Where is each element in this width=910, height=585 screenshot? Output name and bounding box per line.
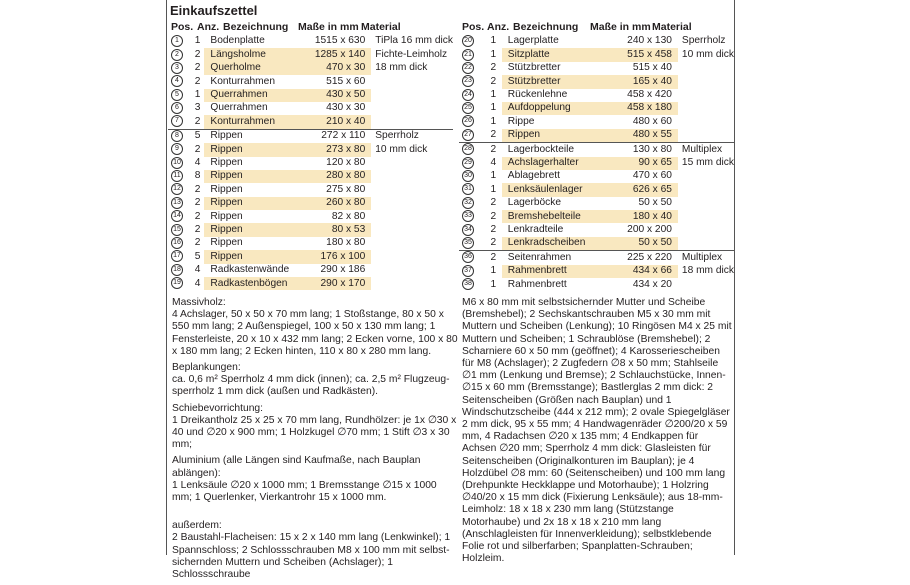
position-number-badge: 10: [171, 157, 183, 169]
col-anz: Anz.: [197, 21, 220, 33]
section-heading: außerdem:: [172, 520, 222, 532]
section-heading: Schiebevorrichtung:: [172, 402, 264, 414]
position-number-badge: 27: [462, 129, 474, 141]
bez-cell: Längsholme: [204, 48, 295, 61]
pos-cell: [168, 277, 191, 290]
masse-cell: 430 x 50: [296, 89, 371, 102]
pos-cell: [459, 75, 485, 88]
bez-cell: Lenkradteile: [507, 223, 564, 235]
material-cell: 18 mm dick: [375, 62, 428, 74]
position-number-badge: 38: [462, 278, 474, 290]
position-number-badge: 26: [462, 115, 474, 127]
position-number-badge: 13: [171, 197, 183, 209]
bez-cell: Bremshebelteile: [502, 210, 596, 223]
anz-cell: 2: [194, 210, 201, 222]
pos-cell: [168, 264, 191, 277]
pos-cell: [168, 197, 191, 210]
material-cell: [678, 75, 734, 88]
col-masse: Maße in mm: [590, 21, 651, 33]
material-cell: [678, 129, 734, 143]
anz-cell: 2: [194, 48, 201, 60]
anz-cell: 2: [485, 251, 502, 265]
bez-cell: Rippen: [204, 143, 295, 156]
position-number-badge: 12: [171, 183, 183, 195]
masse-cell: 240 x 130: [627, 35, 672, 47]
bez-cell: Rippen: [210, 210, 243, 222]
anz-cell: 1: [490, 102, 497, 114]
bez-cell: Rahmenbrett: [507, 278, 567, 290]
position-number-badge: 1: [171, 35, 183, 47]
anz-cell: 4: [194, 264, 201, 276]
anz-cell: 2: [490, 75, 497, 87]
material-cell: [371, 89, 453, 102]
material-cell: [678, 210, 734, 223]
anz-cell: 2: [194, 115, 201, 127]
page-title: Einkaufszettel: [170, 3, 258, 18]
bez-cell: Radkastenwände: [210, 264, 290, 276]
material-cell: [678, 278, 734, 291]
anz-cell: 1: [194, 35, 201, 47]
position-number-badge: 6: [171, 102, 183, 114]
masse-cell: 430 x 30: [326, 102, 366, 114]
bez-cell: Rippen: [210, 157, 243, 168]
position-number-badge: 2: [171, 49, 183, 61]
table-row: [459, 35, 734, 48]
anz-cell: 2: [194, 223, 201, 235]
table-row: [168, 75, 453, 88]
paragraph: 4 Achslager, 50 x 50 x 70 mm lang; 1 Stoßstange, 80 x 50 x 550 mm lang; 2 Außenspiegel, 100 x 50 x 130 mm lang; 1 Fensterleiste, 20 x 10 x 432 mm lang; 2 Ecken vorne, 100 x 80 x 180 mm lang; 2 Ecken hinten, 110 x 80 x 280 mm lang.: [172, 309, 458, 357]
table-row: [459, 143, 734, 157]
pos-cell: [168, 223, 191, 236]
pos-cell: [168, 89, 191, 102]
table-row: [459, 210, 734, 223]
pos-cell: [459, 251, 485, 265]
bez-cell: Sitzplatte: [502, 48, 596, 61]
table-row: [459, 183, 734, 196]
bez-cell: Rippen: [204, 170, 295, 183]
material-cell: [371, 170, 453, 183]
pos-cell: [459, 183, 485, 196]
table-row: [459, 62, 734, 75]
bez-cell: Rippe: [507, 115, 535, 127]
masse-cell: 130 x 80: [596, 143, 678, 157]
bez-cell: Rippen: [204, 250, 295, 263]
bez-cell: Lagerbockteile: [502, 143, 596, 157]
position-number-badge: 37: [462, 265, 474, 277]
material-cell: [371, 264, 453, 277]
anz-cell: 2: [194, 143, 201, 155]
position-number-badge: 23: [462, 75, 474, 87]
table-row: [168, 197, 453, 210]
masse-cell: 260 x 80: [296, 197, 371, 210]
position-number-badge: 14: [171, 210, 183, 222]
pos-cell: [168, 237, 191, 250]
table-row: [168, 237, 453, 250]
anz-cell: 1: [490, 183, 497, 195]
table-row: [168, 48, 453, 61]
masse-cell: 273 x 80: [296, 143, 371, 156]
pos-cell: [168, 75, 191, 88]
pos-cell: [459, 102, 485, 115]
col-anz: Anz.: [487, 21, 510, 33]
table-row: [168, 143, 453, 156]
material-cell: 18 mm dick: [681, 265, 734, 277]
anz-cell: 4: [490, 157, 497, 168]
material-cell: Multiplex: [678, 143, 734, 157]
table-row: [459, 278, 734, 291]
position-number-badge: 8: [171, 130, 183, 142]
masse-cell: 90 x 65: [596, 157, 678, 170]
position-number-badge: 29: [462, 157, 474, 169]
masse-cell: 180 x 40: [596, 210, 678, 223]
pos-cell: [459, 278, 485, 291]
pos-cell: [459, 170, 485, 183]
material-cell: Multiplex: [678, 251, 734, 265]
pos-cell: [168, 183, 191, 196]
anz-cell: 1: [490, 170, 497, 182]
position-number-badge: 11: [171, 170, 183, 182]
masse-cell: 470 x 30: [296, 62, 371, 75]
material-cell: [678, 89, 734, 102]
masse-cell: 515 x 60: [326, 75, 366, 87]
anz-cell: 2: [490, 210, 497, 222]
position-number-badge: 19: [171, 277, 183, 289]
masse-cell: 180 x 80: [326, 237, 366, 249]
anz-cell: 8: [194, 170, 201, 182]
material-cell: Sperrholz: [371, 129, 453, 143]
bez-cell: Achslagerhalter: [502, 157, 596, 170]
masse-cell: 275 x 80: [326, 183, 366, 195]
material-cell: [678, 197, 734, 210]
paragraph: ca. 0,6 m² Sperrholz 4 mm dick (innen); ca. 2,5 m² Flugzeug-sperrholz 1 mm dick (außen und Radkästen).: [172, 374, 450, 398]
table-row: [168, 264, 453, 277]
material-cell: [678, 223, 734, 236]
position-number-badge: 16: [171, 237, 183, 249]
anz-cell: 2: [490, 223, 497, 235]
masse-cell: 210 x 40: [296, 115, 371, 129]
material-cell: Fichte-Leimholz: [375, 48, 448, 60]
anz-cell: 5: [191, 129, 205, 143]
table-row: [168, 89, 453, 102]
position-number-badge: 20: [462, 35, 474, 47]
pos-cell: [459, 62, 485, 75]
paragraph: 1 Dreikantholz 25 x 25 x 70 mm lang, Rundhölzer: je 1x ∅30 x 40 und ∅20 x 900 mm; 1 Holzkugel ∅70 mm; 1 Stift ∅3 x 30 mm;: [172, 414, 457, 451]
pos-cell: [168, 115, 191, 129]
col-masse: Maße in mm: [298, 21, 359, 33]
material-cell: 15 mm dick: [681, 157, 734, 168]
anz-cell: 4: [194, 277, 201, 289]
masse-cell: 434 x 20: [632, 278, 672, 290]
col-material: Material: [361, 21, 401, 33]
position-number-badge: 9: [171, 143, 183, 155]
anz-cell: 5: [194, 250, 201, 262]
table-row: [459, 157, 734, 170]
position-number-badge: 4: [171, 75, 183, 87]
table-row: [459, 48, 734, 61]
masse-cell: 80 x 53: [296, 223, 371, 236]
masse-cell: 1285 x 140: [296, 48, 371, 61]
masse-cell: 480 x 55: [596, 129, 678, 143]
material-cell: [371, 237, 453, 250]
anz-cell: 1: [490, 35, 497, 47]
bez-cell: Stützbretter: [502, 75, 596, 88]
table-row: [459, 115, 734, 128]
bez-cell: Rippen: [204, 129, 295, 143]
table-row: [459, 237, 734, 251]
table-row: [459, 265, 734, 278]
material-cell: [371, 197, 453, 210]
section-heading: Beplankungen:: [172, 362, 241, 374]
material-cell: 10 mm dick: [681, 48, 734, 60]
table-row: [168, 129, 453, 143]
position-number-badge: 35: [462, 237, 474, 249]
pos-cell: [168, 35, 191, 48]
position-number-badge: 25: [462, 102, 474, 114]
material-cell: [678, 183, 734, 196]
position-number-badge: 24: [462, 89, 474, 101]
bez-cell: Bodenplatte: [210, 35, 265, 47]
bez-cell: Lagerplatte: [507, 35, 559, 47]
table-row: [459, 75, 734, 88]
masse-cell: 50 x 50: [638, 197, 672, 209]
bez-cell: Lenksäulenlager: [502, 183, 596, 196]
position-number-badge: 33: [462, 210, 474, 222]
table-row: [168, 223, 453, 236]
paragraph: 1 Lenksäule ∅20 x 1000 mm; 1 Bremsstange ∅15 x 1000 mm; 1 Querlenker, Vierkantrohr 15 x 1000 mm.: [172, 479, 437, 504]
material-cell: [678, 115, 734, 128]
masse-cell: 470 x 60: [632, 170, 672, 182]
masse-cell: 480 x 60: [632, 115, 672, 127]
masse-cell: 176 x 100: [296, 250, 371, 263]
table-row: [168, 102, 453, 115]
bez-cell: Konturrahmen: [210, 75, 275, 87]
bez-cell: Stützbretter: [507, 62, 561, 74]
section-heading: Aluminium (alle Längen sind Kaufmaße, nach Bauplan ablängen):: [172, 455, 421, 479]
pos-cell: [168, 210, 191, 223]
masse-cell: 165 x 40: [596, 75, 678, 88]
masse-cell: 434 x 66: [596, 265, 678, 278]
parts-table-left: [168, 35, 453, 290]
table-row: [459, 89, 734, 102]
col-pos: Pos.: [462, 21, 485, 33]
position-number-badge: 30: [462, 170, 474, 182]
pos-cell: [168, 143, 191, 156]
pos-cell: [459, 89, 485, 102]
material-cell: [678, 170, 734, 183]
anz-cell: 4: [194, 157, 201, 168]
anz-cell: 2: [490, 237, 497, 249]
masse-cell: 50 x 50: [596, 237, 678, 251]
bez-cell: Aufdoppelung: [502, 102, 596, 115]
material-cell: [678, 102, 734, 115]
pos-cell: [168, 129, 191, 143]
table-row: [168, 210, 453, 223]
table-row: [168, 170, 453, 183]
masse-cell: 458 x 180: [596, 102, 678, 115]
pos-cell: [459, 223, 485, 236]
position-number-badge: 32: [462, 197, 474, 209]
bez-cell: Konturrahmen: [204, 115, 295, 129]
material-cell: [371, 102, 453, 115]
table-row: [168, 250, 453, 263]
position-number-badge: 31: [462, 183, 474, 195]
table-row: [459, 102, 734, 115]
position-number-badge: 3: [171, 62, 183, 74]
table-row: [459, 129, 734, 143]
pos-cell: [459, 157, 485, 170]
pos-cell: [168, 250, 191, 263]
pos-cell: [459, 48, 485, 61]
table-row: [168, 35, 453, 48]
position-number-badge: 5: [171, 89, 183, 101]
table-row: [168, 157, 453, 170]
anz-cell: 2: [490, 129, 497, 141]
anz-cell: 2: [194, 75, 201, 87]
masse-cell: 272 x 110: [296, 129, 371, 143]
position-number-badge: 36: [462, 251, 474, 263]
material-cell: [371, 157, 453, 170]
col-material: Material: [652, 21, 692, 33]
bez-cell: Radkastenbögen: [204, 277, 295, 290]
bez-cell: Querholme: [204, 62, 295, 75]
pos-cell: [168, 102, 191, 115]
position-number-badge: 22: [462, 62, 474, 74]
anz-cell: 2: [194, 237, 201, 249]
col-pos: Pos.: [171, 21, 194, 33]
materials-text-right: [462, 297, 732, 569]
pos-cell: [168, 170, 191, 183]
table-row: [168, 62, 453, 75]
pos-cell: [168, 48, 191, 61]
anz-cell: 1: [194, 89, 201, 101]
pos-cell: [459, 197, 485, 210]
bez-cell: Rippen: [502, 129, 596, 143]
pos-cell: [168, 157, 191, 170]
table-row: [168, 277, 453, 290]
material-cell: TiPla 16 mm dick: [375, 35, 453, 47]
bez-cell: Querrahmen: [204, 89, 295, 102]
position-number-badge: 21: [462, 49, 474, 61]
masse-cell: 290 x 170: [296, 277, 371, 290]
table-row: [459, 197, 734, 210]
table-row: [168, 183, 453, 196]
anz-cell: 1: [490, 265, 497, 277]
bez-cell: Seitenrahmen: [502, 251, 596, 265]
anz-cell: 3: [194, 102, 201, 114]
anz-cell: 1: [490, 89, 497, 101]
material-cell: [371, 75, 453, 88]
bez-cell: Rippen: [204, 223, 295, 236]
anz-cell: 1: [490, 115, 497, 127]
anz-cell: 2: [485, 143, 502, 157]
material-cell: [371, 183, 453, 196]
bez-cell: Lagerböcke: [507, 197, 562, 209]
anz-cell: 1: [490, 48, 497, 60]
pos-cell: [168, 62, 191, 75]
bez-cell: Ablagebrett: [507, 170, 560, 182]
anz-cell: 2: [194, 62, 201, 74]
masse-cell: 290 x 186: [320, 264, 366, 276]
material-cell: [678, 237, 734, 251]
material-cell: Sperrholz: [681, 35, 726, 47]
masse-cell: 1515 x 630: [314, 35, 366, 47]
bez-cell: Lenkradscheiben: [502, 237, 596, 251]
paragraph: M6 x 80 mm mit selbstsichernder Mutter und Scheibe (Bremshebel); 2 Sechskantschrauben M5 x 30 mm mit Muttern und Scheiben (Lenkung); 10 Ringösen M4 x 25 mit Muttern und Scheiben; 1 Schraublöse (Bremshebel); 2 Scharniere 60 x 50 mm (geöffnet); 4 Karosseriescheiben für M8 (Achslager); 2 Zugfedern ∅8 x 50 mm; Stahlseile ∅1 mm (Lenkung und Bremse); 2 Schlauchstücke, Innen-∅15 x 60 mm (Bremsstange); Bastlerglas 2 mm dick: 2 Seitenscheiben (Größen nach Bauplan) und 1 Windschutzscheibe (444 x 212 mm); 2 ovale Spiegelgläser 2 mm dick, 95 x 55 mm; 4 Handwagenräder ∅200/20 x 59 mm, 4 Radachsen ∅20 x 135 mm; 4 Endkappen für Achsen ∅20 mm; Sperrholz 4 mm dick: Glasleisten für Seitenscheiben (Originalkonturen im Bauplan); je 4 Holzdübel ∅8 mm: 60 (Seitenscheiben) und 100 mm lang (Drehpunkte Heckklappe und Motorhaube); 1 Holzring ∅40/20 x 15 mm dick (Fixierung Lenksäule); aus 18-mm-Leimholz: 18 x 18 x 230 mm lang (Stützstange Motorhaube) und 2x 18 x 18 x 210 mm lang (Anschlagleisten für Innenverkleidung); selbstklebende Folie rot und silberfarben; Spanplatten-Schrauben; Holzleim.: [462, 297, 732, 565]
pos-cell: [459, 265, 485, 278]
anz-cell: 2: [194, 183, 201, 195]
material-cell: [371, 250, 453, 263]
masse-cell: 225 x 220: [596, 251, 678, 265]
col-bez: Bezeichnung: [513, 21, 579, 33]
position-number-badge: 17: [171, 250, 183, 262]
bez-cell: Rückenlehne: [507, 89, 568, 101]
table-row: [168, 115, 453, 129]
pos-cell: [459, 210, 485, 223]
pos-cell: [459, 115, 485, 128]
masse-cell: 280 x 80: [296, 170, 371, 183]
bez-cell: Rippen: [204, 197, 295, 210]
anz-cell: 2: [490, 197, 497, 209]
table-row: [459, 251, 734, 265]
position-number-badge: 18: [171, 264, 183, 276]
material-cell: [678, 62, 734, 75]
pos-cell: [459, 237, 485, 251]
pos-cell: [459, 143, 485, 157]
col-bez: Bezeichnung: [223, 21, 289, 33]
anz-cell: 2: [490, 62, 497, 74]
section-heading: Massivholz:: [172, 297, 226, 308]
bez-cell: Rahmenbrett: [502, 265, 596, 278]
bez-cell: Rippen: [210, 183, 243, 195]
table-row: [459, 170, 734, 183]
bez-cell: Querrahmen: [210, 102, 268, 114]
position-number-badge: 28: [462, 143, 474, 155]
paragraph: 2 Baustahl-Flacheisen: 15 x 2 x 140 mm lang (Lenkwinkel); 1 Spannschloss; 2 Schlossschrauben M8 x 100 mm mit selbst-sichernden Muttern und Scheiben (Achslager); 1 Schlossschraube: [172, 532, 451, 581]
masse-cell: 626 x 65: [596, 183, 678, 196]
position-number-badge: 15: [171, 224, 183, 236]
material-cell: 10 mm dick: [375, 143, 428, 155]
material-cell: [371, 115, 453, 129]
anz-cell: 1: [490, 278, 497, 290]
material-cell: [371, 210, 453, 223]
material-cell: [371, 223, 453, 236]
masse-cell: 82 x 80: [331, 210, 366, 222]
material-cell: [371, 277, 453, 290]
pos-cell: [459, 35, 485, 48]
position-number-badge: 7: [171, 115, 183, 127]
masse-cell: 458 x 420: [627, 89, 672, 101]
masse-cell: 515 x 40: [632, 62, 672, 74]
materials-text-left: [172, 297, 458, 585]
anz-cell: 2: [194, 197, 201, 209]
masse-cell: 200 x 200: [627, 223, 672, 235]
masse-cell: 515 x 458: [596, 48, 678, 61]
position-number-badge: 34: [462, 224, 474, 236]
table-row: [459, 223, 734, 236]
pos-cell: [459, 129, 485, 143]
bez-cell: Rippen: [210, 237, 243, 249]
masse-cell: 120 x 80: [326, 157, 366, 168]
parts-table-right: [459, 35, 734, 291]
